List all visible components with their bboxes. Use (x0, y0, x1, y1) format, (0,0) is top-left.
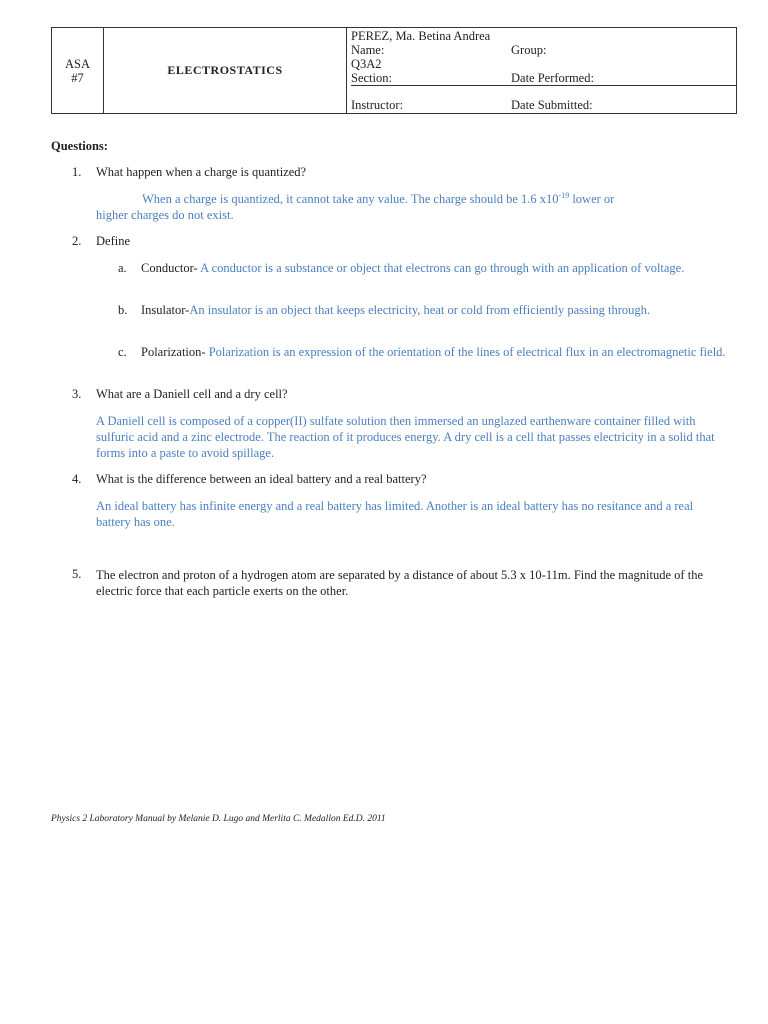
date-performed-label: Date Performed: (511, 71, 594, 85)
q1-answer (96, 191, 721, 223)
q4-text: What is the difference between an ideal battery and a real battery? (96, 472, 427, 486)
q1-answer-exponent: -19 (558, 190, 570, 200)
q2c-item (141, 344, 726, 360)
section-date-row (351, 71, 736, 85)
asa-label: ASA (64, 56, 90, 71)
date-submitted-label: Date Submitted: (511, 98, 593, 112)
q2a-letter: a. (118, 261, 127, 275)
q2-number: 2. (72, 234, 82, 248)
instructor-label: Instructor: (351, 98, 404, 112)
section-value: Q3A2 (351, 57, 382, 71)
q4-number: 4. (72, 472, 82, 486)
q2c-term: Polarization- (141, 345, 206, 359)
q5-text: The electron and proton of a hydrogen atom are separated by a distance of about 5.3 x 10-11m. Find the magnitude of the electric force that each particle exerts on the other. (96, 568, 703, 598)
footer-citation: Physics 2 Laboratory Manual by Melanie D. Lugo and Merlita C. Medallon Ed.D. 2011 (51, 814, 386, 824)
q2a-definition: A conductor is a substance or object that electrons can go through with an application of voltage. (197, 261, 685, 275)
q5-number: 5. (72, 567, 82, 581)
q1-answer-part2: lower or (569, 192, 615, 206)
q2c-letter: c. (118, 345, 127, 359)
q2-text: Define (96, 234, 131, 248)
student-info-cell (347, 28, 737, 114)
name-group-row (351, 43, 736, 57)
questions-heading: Questions: (51, 139, 108, 153)
q1-number: 1. (72, 165, 82, 179)
info-divider (351, 85, 736, 86)
asa-cell (52, 28, 104, 114)
section-label: Section: (351, 71, 392, 85)
group-label: Group: (511, 43, 547, 57)
q2b-definition: An insulator is an object that keeps electricity, heat or cold from efficiently passing through. (189, 303, 650, 317)
q2a-item (141, 260, 726, 276)
header-table (51, 27, 737, 114)
q2b-term: Insulator- (141, 303, 190, 317)
q2c-definition: Polarization is an expression of the orientation of the lines of electrical flux in an electromagnetic field. (205, 345, 726, 359)
q3-answer: A Daniell cell is composed of a copper(II) sulfate solution then immersed an unglazed earthenware container filled with sulfuric acid and a zinc electrode. The reaction of it produces energy. A dry cell is a cell that passes electricity in a solid that forms into a paste to avoid spillage. (96, 414, 715, 460)
asa-number: #7 (71, 70, 84, 85)
q3-number: 3. (72, 387, 82, 401)
name-label: Name: (351, 43, 385, 57)
q1-answer-part1: When a charge is quantized, it cannot take any value. The charge should be 1.6 x10 (142, 192, 559, 206)
q3-text: What are a Daniell cell and a dry cell? (96, 387, 288, 401)
q4-answer: An ideal battery has infinite energy and a real battery has limited. Another is an ideal battery has no resitance and a real battery has one. (96, 499, 694, 529)
q2b-letter: b. (118, 303, 128, 317)
instructor-row (351, 98, 736, 112)
q1-answer-line2: higher charges do not exist. (96, 208, 234, 222)
student-name: PEREZ, Ma. Betina Andrea (351, 29, 491, 43)
q2a-term: Conductor- (141, 261, 198, 275)
document-title: ELECTROSTATICS (104, 28, 347, 114)
q1-text: What happen when a charge is quantized? (96, 165, 307, 179)
q2b-item (141, 302, 726, 318)
